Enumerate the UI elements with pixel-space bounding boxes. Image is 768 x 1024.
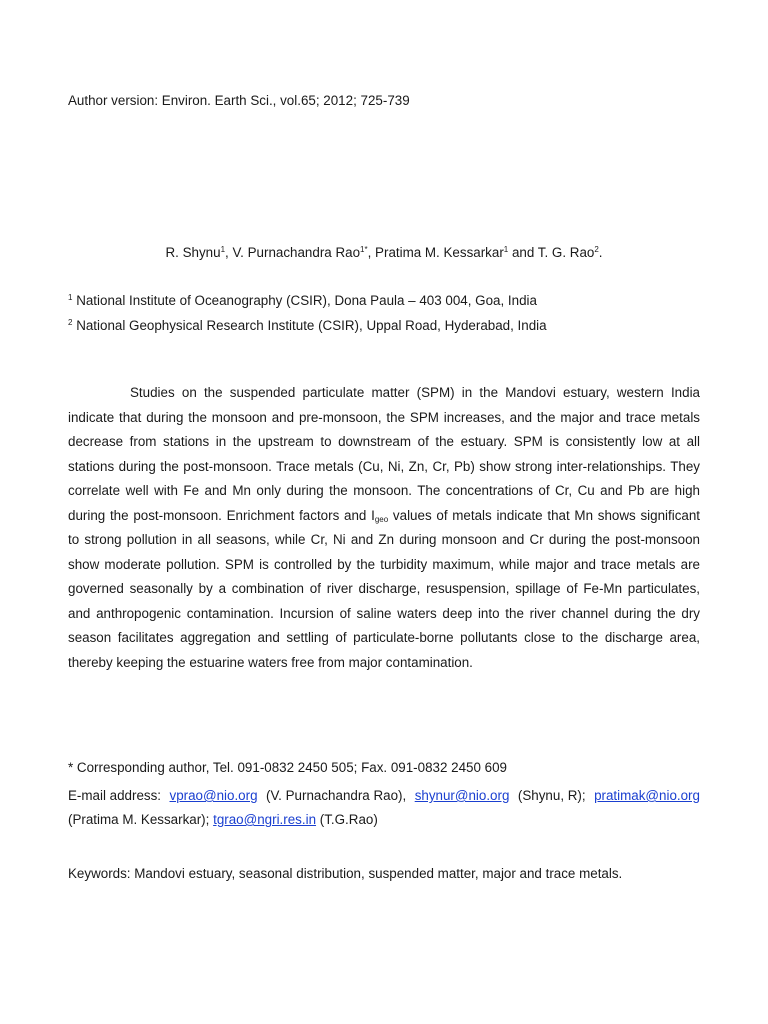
author-list	[0, 245, 768, 260]
author-name: T. G. Rao	[537, 245, 595, 260]
affiliation-number: 2	[68, 318, 73, 327]
igeo-subscript: geo	[374, 514, 389, 524]
author-affiliation-mark: 1	[220, 245, 226, 254]
email-link-pratimak[interactable]: pratimak@nio.org	[594, 788, 700, 803]
email-line-2	[68, 808, 700, 832]
email-addresses	[68, 784, 700, 832]
author-separator: ,	[225, 245, 233, 260]
author-name: Pratima M. Kessarkar	[375, 245, 504, 260]
email-line-1	[68, 784, 700, 808]
email-link-shynur[interactable]: shynur@nio.org	[414, 788, 510, 803]
author-name: V. Purnachandra Rao	[232, 245, 361, 260]
affiliation-2	[68, 318, 547, 333]
abstract-text-part1: Studies on the suspended particulate matter (SPM) in the Mandovi estuary, western India indicate that during the monsoon and pre-monsoon, the SPM increases, and the major and trace metals decrease from stations in the upstream to downstream of the estuary. SPM is consistently low at all stations during the post-monsoon. Trace metals (Cu, Ni, Zn, Cr, Pb) show strong inter-relationships. They correlate well with Fe and Mn only during the monsoon. The concentrations of Cr, Cu and Pb are high during the post-monsoon. Enrichment factors and I	[68, 385, 700, 523]
email-owner: (Shynu, R);	[517, 788, 586, 803]
email-owner: (Pratima M. Kessarkar);	[68, 812, 210, 827]
email-link-tgrao[interactable]: tgrao@ngri.res.in	[213, 812, 317, 827]
email-label: E-mail address:	[68, 788, 162, 803]
author-affiliation-mark: 2	[594, 245, 599, 254]
email-owner: (V. Purnachandra Rao),	[266, 788, 407, 803]
keywords: Keywords: Mandovi estuary, seasonal distribution, suspended matter, major and trace metals.	[68, 866, 623, 881]
affiliation-number: 1	[68, 293, 73, 302]
author-separator: and	[508, 245, 538, 260]
citation-header: Author version: Environ. Earth Sci., vol.65; 2012; 725-739	[68, 93, 410, 108]
author-affiliation-mark: 1*	[360, 245, 368, 254]
author-name: R. Shynu	[165, 245, 221, 260]
email-owner: (T.G.Rao)	[319, 812, 378, 827]
abstract-text-part2: values of metals indicate that Mn shows significant to strong pollution in all seasons, while Cr, Ni and Zn during monsoon and Cr during the post-monsoon show moderate pollution. SPM is controlled by the turbidity maximum, while major and trace metals are governed seasonally by a combination of river discharge, resuspension, spillage of Fe-Mn particulates, and anthropogenic contamination. Incursion of saline waters deep into the river channel during the dry season facilitates aggregation and settling of particulate-borne pollutants close to the discharge area, thereby keeping the estuarine waters free from major contamination.	[68, 507, 700, 670]
abstract-paragraph	[68, 381, 700, 675]
affiliation-text: National Institute of Oceanography (CSIR), Dona Paula – 403 004, Goa, India	[76, 293, 537, 308]
author-separator: ,	[367, 245, 376, 260]
email-link-vprao[interactable]: vprao@nio.org	[169, 788, 258, 803]
corresponding-author-line: * Corresponding author, Tel. 091-0832 2450 505; Fax. 091-0832 2450 609	[68, 760, 507, 775]
affiliation-text: National Geophysical Research Institute (CSIR), Uppal Road, Hyderabad, India	[76, 318, 547, 333]
author-separator: .	[598, 245, 603, 260]
affiliation-1	[68, 293, 537, 308]
author-affiliation-mark: 1	[503, 245, 509, 254]
